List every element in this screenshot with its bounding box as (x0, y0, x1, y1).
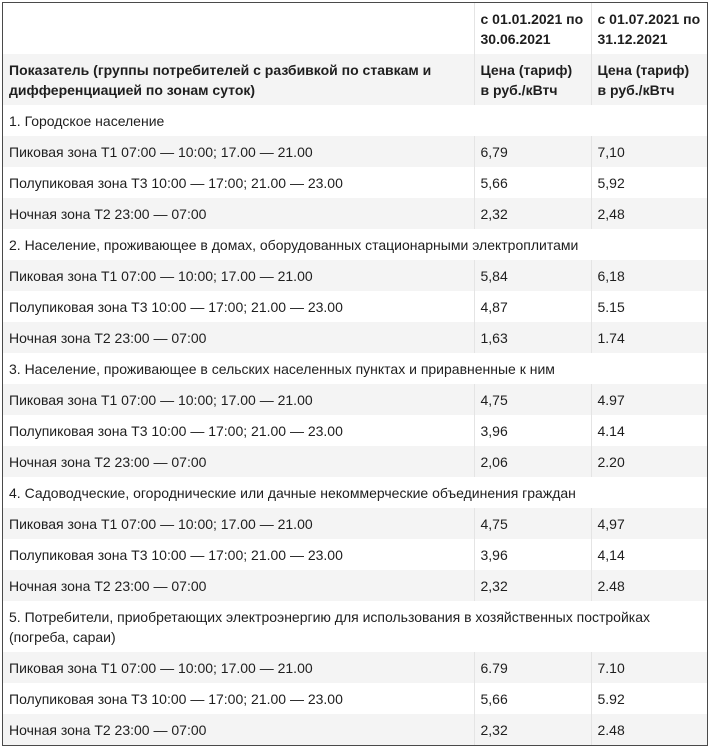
header-price-1: Цена (тариф) в руб./кВтч (474, 54, 591, 105)
price-h1: 3,96 (474, 415, 591, 446)
price-h2: 2,48 (591, 198, 707, 229)
price-h2: 2.48 (591, 714, 707, 745)
zone-label: Пиковая зона Т1 07:00 — 10:00; 17.00 — 21.00 (3, 508, 474, 539)
zone-label: Пиковая зона Т1 07:00 — 10:00; 17.00 — 21.00 (3, 384, 474, 415)
price-h2: 4,97 (591, 508, 707, 539)
price-h1: 4,87 (474, 291, 591, 322)
table-row (3, 291, 707, 322)
price-h2: 5.15 (591, 291, 707, 322)
zone-label: Ночная зона Т2 23:00 — 07:00 (3, 322, 474, 353)
zone-label: Ночная зона Т2 23:00 — 07:00 (3, 570, 474, 601)
zone-label: Пиковая зона Т1 07:00 — 10:00; 17.00 — 21.00 (3, 652, 474, 683)
price-h1: 6.79 (474, 652, 591, 683)
table-row (3, 446, 707, 477)
price-h1: 2,06 (474, 446, 591, 477)
section-title: 1. Городское население (3, 105, 707, 136)
section-row (3, 353, 707, 384)
section-row (3, 477, 707, 508)
price-h1: 2,32 (474, 198, 591, 229)
zone-label: Ночная зона Т2 23:00 — 07:00 (3, 446, 474, 477)
table-row (3, 652, 707, 683)
zone-label: Полупиковая зона Т3 10:00 — 17:00; 21.00 — 23.00 (3, 683, 474, 714)
price-h1: 6,79 (474, 136, 591, 167)
zone-label: Полупиковая зона Т3 10:00 — 17:00; 21.00 — 23.00 (3, 167, 474, 198)
section-row (3, 105, 707, 136)
table-row (3, 322, 707, 353)
zone-label: Ночная зона Т2 23:00 — 07:00 (3, 198, 474, 229)
price-h1: 5,84 (474, 260, 591, 291)
table-row (3, 384, 707, 415)
price-h2: 6,18 (591, 260, 707, 291)
section-title: 5. Потребители, приобретающих электроэнергию для использования в хозяйственных постройках (погреба, сараи) (3, 601, 707, 652)
price-h1: 5,66 (474, 683, 591, 714)
table-row (3, 260, 707, 291)
price-h2: 7.10 (591, 652, 707, 683)
price-h2: 5,92 (591, 167, 707, 198)
tariff-table-frame (2, 2, 708, 746)
table-row (3, 136, 707, 167)
table-row (3, 539, 707, 570)
price-h2: 7,10 (591, 136, 707, 167)
table-row (3, 198, 707, 229)
header-period-2: с 01.07.2021 по 31.12.2021 (597, 10, 701, 47)
price-h1: 4,75 (474, 508, 591, 539)
table-row (3, 683, 707, 714)
price-h2: 2.20 (591, 446, 707, 477)
header-empty-cell (3, 3, 474, 54)
table-row (3, 570, 707, 601)
header-price-2: Цена (тариф) в руб./кВтч (591, 54, 707, 105)
header-row-periods (3, 3, 707, 54)
price-h1: 2,32 (474, 714, 591, 745)
price-h1: 1,63 (474, 322, 591, 353)
tariff-table (3, 3, 707, 745)
header-row-columns (3, 54, 707, 105)
header-period-1: с 01.01.2021 по 30.06.2021 (474, 3, 591, 54)
price-h2: 5.92 (591, 683, 707, 714)
price-h2: 4,14 (591, 539, 707, 570)
section-row (3, 601, 707, 652)
table-row (3, 415, 707, 446)
zone-label: Пиковая зона Т1 07:00 — 10:00; 17.00 — 21.00 (3, 260, 474, 291)
zone-label: Полупиковая зона Т3 10:00 — 17:00; 21.00 — 23.00 (3, 415, 474, 446)
price-h2: 4.14 (591, 415, 707, 446)
price-h1: 4,75 (474, 384, 591, 415)
table-row (3, 508, 707, 539)
table-row (3, 714, 707, 745)
zone-label: Пиковая зона Т1 07:00 — 10:00; 17.00 — 21.00 (3, 136, 474, 167)
table-row (3, 167, 707, 198)
price-h1: 5,66 (474, 167, 591, 198)
zone-label: Полупиковая зона Т3 10:00 — 17:00; 21.00 — 23.00 (3, 539, 474, 570)
price-h2: 4.97 (591, 384, 707, 415)
zone-label: Ночная зона Т2 23:00 — 07:00 (3, 714, 474, 745)
section-title: 3. Население, проживающее в сельских населенных пунктах и приравненные к ним (3, 353, 707, 384)
zone-label: Полупиковая зона Т3 10:00 — 17:00; 21.00 — 23.00 (3, 291, 474, 322)
section-row (3, 229, 707, 260)
price-h1: 2,32 (474, 570, 591, 601)
price-h2: 1.74 (591, 322, 707, 353)
price-h2: 2.48 (591, 570, 707, 601)
header-indicator: Показатель (группы потребителей с разбивкой по ставкам и дифференциацией по зонам суток) (3, 54, 474, 105)
section-title: 2. Население, проживающее в домах, оборудованных стационарными электроплитами (3, 229, 707, 260)
section-title: 4. Садоводческие, огороднические или дачные некоммерческие объединения граждан (3, 477, 707, 508)
price-h1: 3,96 (474, 539, 591, 570)
